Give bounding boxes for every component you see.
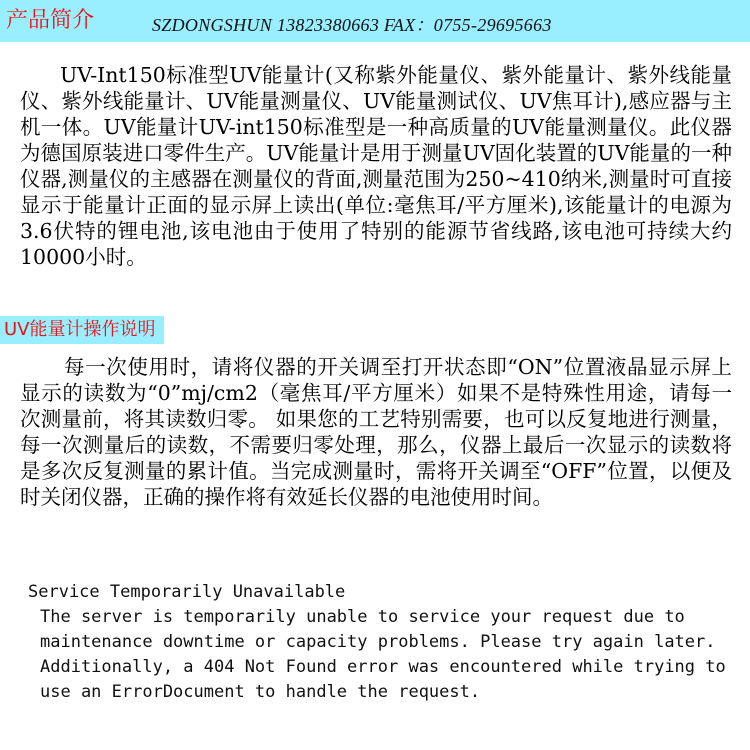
header-contact: SZDONGSHUN 13823380663 FAX：0755-29695663 — [152, 15, 552, 35]
header-title: 产品简介 — [6, 8, 95, 33]
header-bar — [0, 0, 750, 42]
error-note: Additionally, a 404 Not Found error was encountered while trying to use an ErrorDocument to handle the request. — [40, 657, 726, 702]
intro-paragraph: UV-Int150标准型UV能量计(又称紫外能量仪、紫外能量计、紫外线能量仪、紫外线能量计、UV能量测量仪、UV能量测试仪、UV焦耳计),感应器与主机一体。UV能量计UV-int150标准型是一种高质量的UV能量测量仪。此仪器为德国原装进口零件生产。UV能量计是用于测量UV固化装置的UV能量的一种仪器,测量仪的主感器在测量仪的背面,测量范围为250~410纳米,测量时可直接显示于能量计正面的显示屏上读出(单位:毫焦耳/平方厘米),该能量计的电源为3.6伏特的锂电池,该电池由于使用了特别的能源节省线路,该电池可持续大约10000小时。 — [20, 63, 732, 269]
section-label-operation: UV能量计操作说明 — [0, 316, 164, 344]
error-message: The server is temporarily unable to service your request due to maintenance downtime or capacity problems. Please try again later. — [40, 607, 716, 652]
error-title: Service Temporarily Unavailable — [28, 582, 346, 602]
server-error-block — [28, 580, 728, 705]
operation-paragraph: 每一次使用时，请将仪器的开关调至打开状态即“ON”位置液晶显示屏上显示的读数为“0”mj/cm2（毫焦耳/平方厘米）如果不是特殊性用途，请每一次测量前，将其读数归零。 如果您的工艺特别需要，也可以反复地进行测量，每一次测量后的读数，不需要归零处理，那么，仪器上最后一次显示的读数将是多次反复测量的累计值。当完成测量时，需将开关调至“OFF”位置，以便及时关闭仪器，正确的操作将有效延长仪器的电池使用时间。 — [20, 355, 732, 509]
